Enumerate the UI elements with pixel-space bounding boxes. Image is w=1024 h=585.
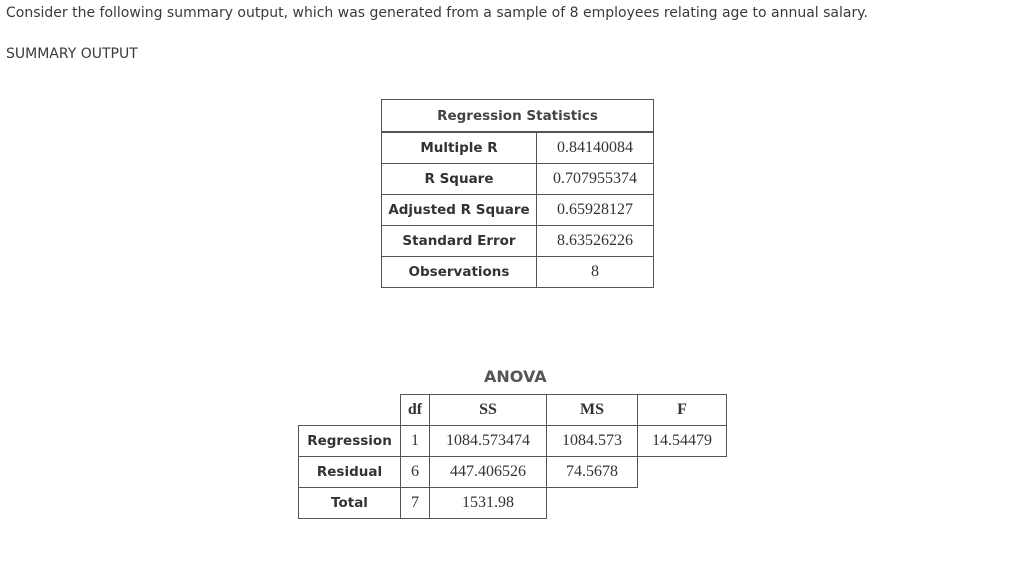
stat-value: 8	[537, 257, 654, 288]
anova-table	[298, 394, 727, 519]
table-row	[382, 226, 654, 257]
stat-value: 0.65928127	[537, 195, 654, 226]
stat-value: 0.84140084	[537, 132, 654, 164]
table-row	[299, 426, 727, 457]
table-row	[382, 132, 654, 164]
table-row	[299, 488, 727, 519]
row-label: Regression	[299, 426, 401, 457]
stat-label: Observations	[382, 257, 537, 288]
ss-cell: 1084.573474	[430, 426, 547, 457]
ms-cell: 74.5678	[547, 457, 638, 488]
df-cell: 7	[401, 488, 430, 519]
stat-label: R Square	[382, 164, 537, 195]
df-cell: 6	[401, 457, 430, 488]
row-label: Total	[299, 488, 401, 519]
row-label: Residual	[299, 457, 401, 488]
ms-cell: 1084.573	[547, 426, 638, 457]
summary-output-heading: SUMMARY OUTPUT	[6, 46, 138, 62]
regression-statistics-title: Regression Statistics	[382, 100, 654, 133]
stat-value: 8.63526226	[537, 226, 654, 257]
question-text: Consider the following summary output, which was generated from a sample of 8 employees relating age to annual salary.	[6, 5, 868, 21]
table-row	[382, 164, 654, 195]
f-cell: 14.54479	[638, 426, 727, 457]
stat-value: 0.707955374	[537, 164, 654, 195]
table-row	[382, 195, 654, 226]
table-header-row	[299, 395, 727, 426]
stat-label: Multiple R	[382, 132, 537, 164]
ss-cell: 447.406526	[430, 457, 547, 488]
anova-title: ANOVA	[484, 367, 547, 386]
df-cell: 1	[401, 426, 430, 457]
column-header-ms: MS	[547, 395, 638, 426]
ss-cell: 1531.98	[430, 488, 547, 519]
column-header-ss: SS	[430, 395, 547, 426]
stat-label: Adjusted R Square	[382, 195, 537, 226]
table-row	[299, 457, 727, 488]
regression-statistics-table	[381, 99, 654, 288]
column-header-f: F	[638, 395, 727, 426]
column-header-df: df	[401, 395, 430, 426]
stat-label: Standard Error	[382, 226, 537, 257]
table-row	[382, 257, 654, 288]
